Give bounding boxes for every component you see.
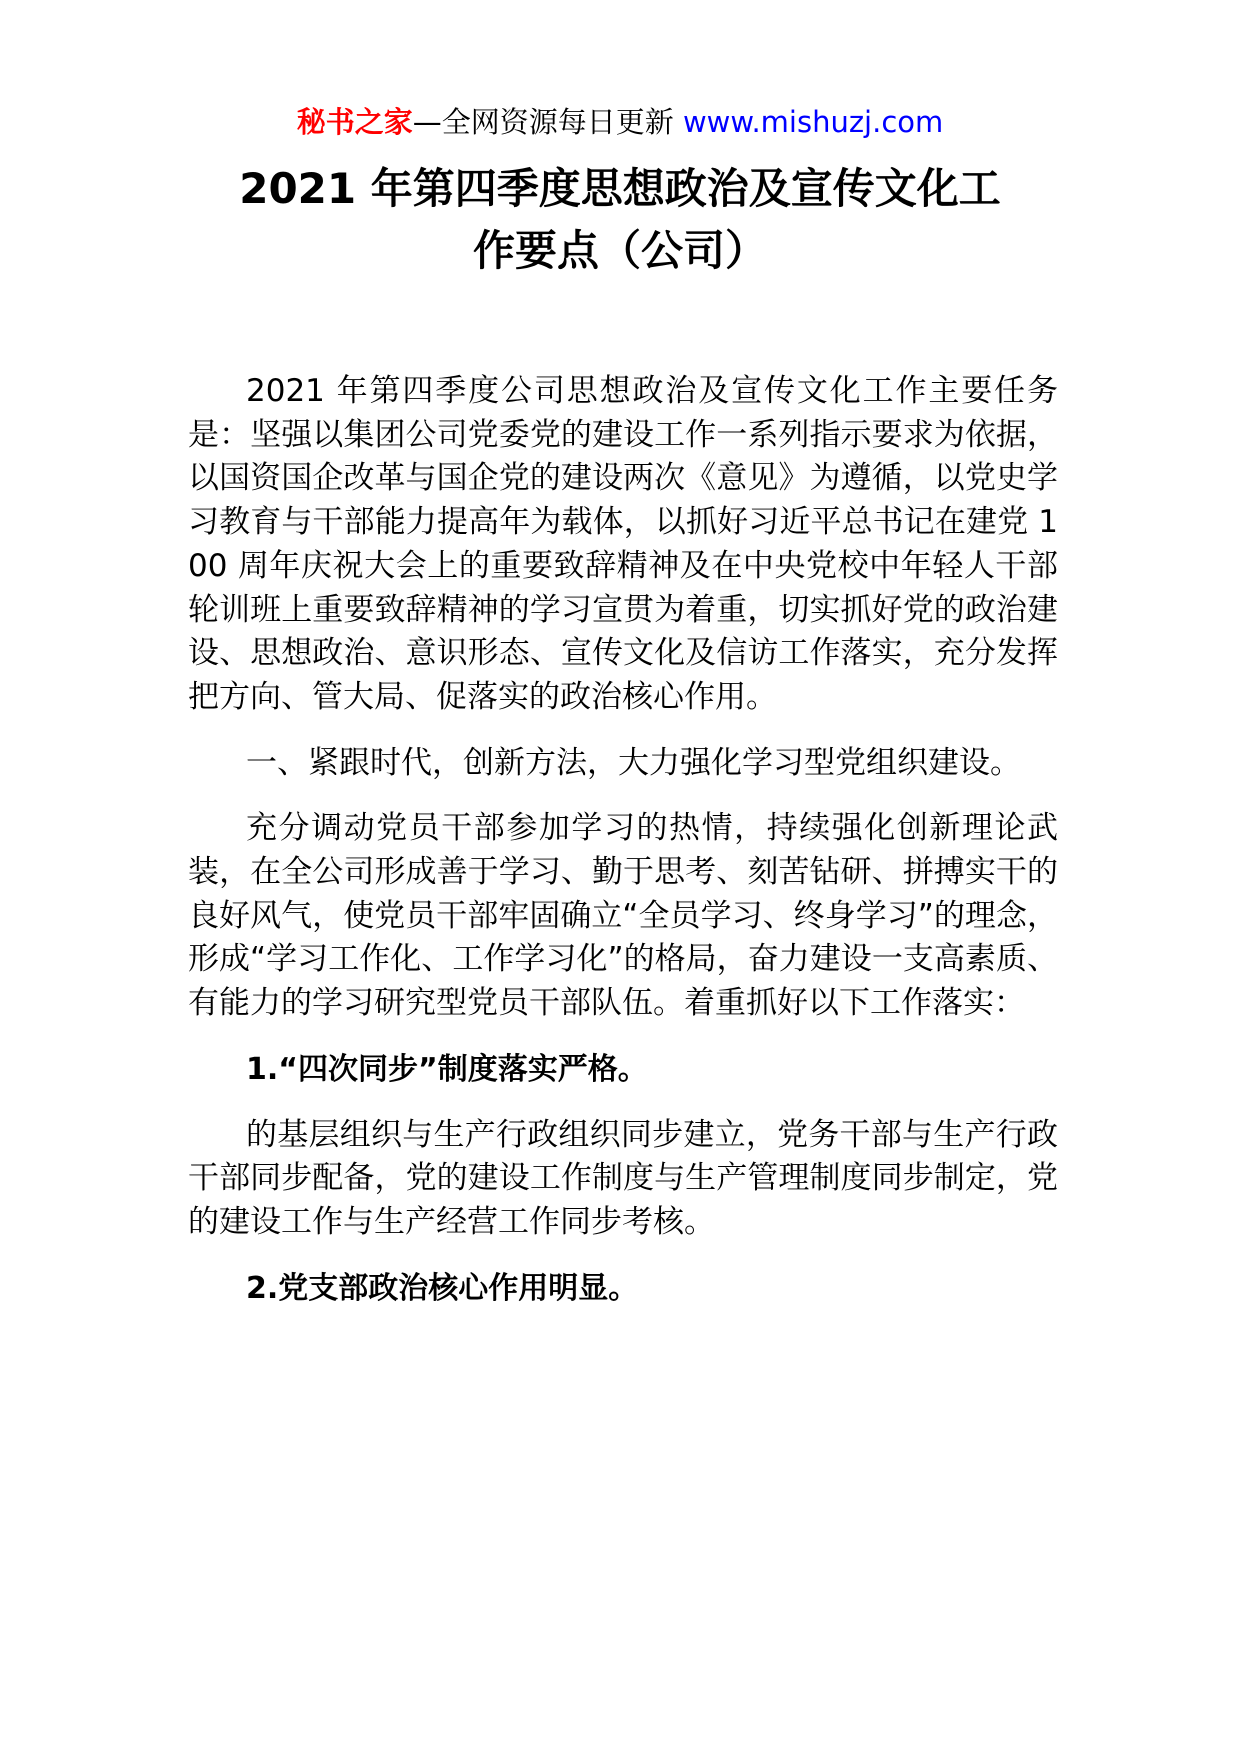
section-1-heading: 一、紧跟时代，创新方法，大力强化学习型党组织建设。 — [246, 744, 1021, 781]
item-1-heading: 1.“四次同步”制度落实严格。 — [246, 1051, 648, 1087]
header-tagline: —全网资源每日更新 — [412, 105, 683, 139]
section-1-paragraph: 充分调动党员干部参加学习的热情，持续强化创新理论武装，在全公司形成善于学习、勤于思考、刻苦钻研、拼搏实干的良好风气，使党员干部牢固确立“全员学习、终身学习”的理念，形成“学习工作化、工作学习化”的格局，奋力建设一支高素质、有能力的学习研究型党员干部队伍。着重抓好以下工作落实： — [188, 810, 1058, 1022]
intro-paragraph: 2021 年第四季度公司思想政治及宣传文化工作主要任务是：坚强以集团公司党委党的建设工作一系列指示要求为依据，以国资国企改革与国企党的建设两次《意见》为遵循，以党史学习教育与干部能力提高年为载体，以抓好习近平总书记在建党 100 周年庆祝大会上的重要致辞精神及在中央党校中年轻人干部轮训班上重要致辞精神的学习宣贯为着重，切实抓好党的政治建设、思想政治、意识形态、宣传文化及信访工作落实，充分发挥把方向、管大局、促落实的政治核心作用。 — [188, 373, 1058, 715]
title-line-2: 作要点（公司） — [472, 226, 767, 275]
site-url-link[interactable]: www.mishuzj.com — [682, 105, 944, 139]
item-1-paragraph: 的基层组织与生产行政组织同步建立，党务干部与生产行政干部同步配备，党的建设工作制度与生产管理制度同步制定，党的建设工作与生产经营工作同步考核。 — [188, 1116, 1058, 1240]
site-header — [0, 102, 1240, 142]
item-2-heading: 2.党支部政治核心作用明显。 — [246, 1270, 639, 1306]
title-line-1: 2021 年第四季度思想政治及宣传文化工 — [239, 164, 1001, 213]
document-body — [188, 370, 1058, 1332]
document-title — [190, 158, 1050, 282]
brand-name: 秘书之家 — [296, 105, 413, 139]
